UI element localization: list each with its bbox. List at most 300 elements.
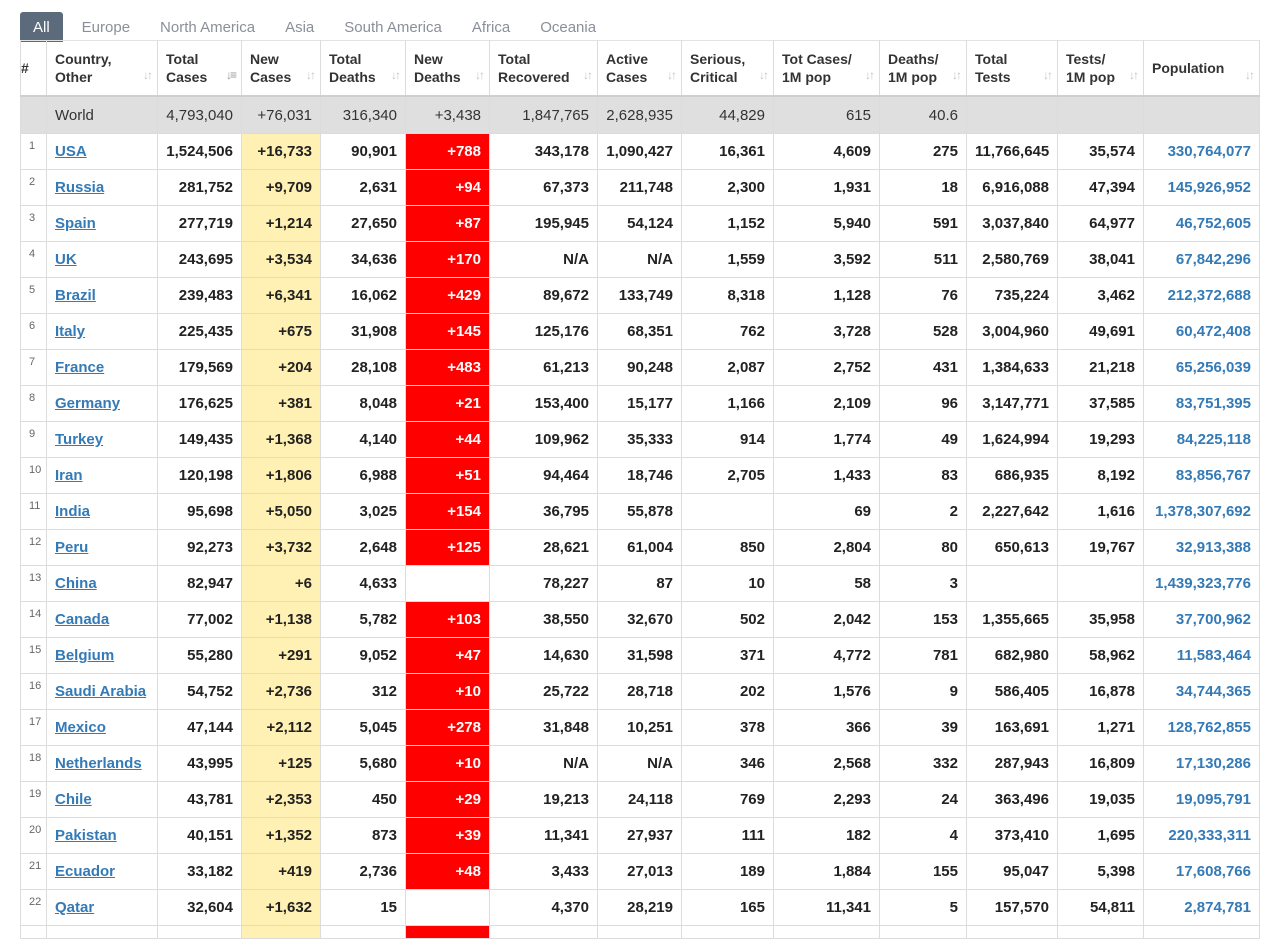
sort-arrows-icon[interactable]: ↓↑ [1129, 68, 1137, 82]
table-row [21, 242, 1260, 278]
total-deaths-cell: 6,988 [321, 458, 406, 494]
population-cell [1144, 314, 1260, 350]
deaths-per-million-cell: 591 [880, 206, 967, 242]
total-cases-cell: 277,719 [158, 206, 242, 242]
tests-per-million-cell: 19,035 [1058, 782, 1144, 818]
sort-arrows-icon[interactable]: ↓↑ [1043, 68, 1051, 82]
country-cell [47, 170, 158, 206]
country-cell [47, 206, 158, 242]
active-cases-cell: 61,004 [598, 530, 682, 566]
population-link[interactable]: 2,874,781 [1184, 899, 1251, 916]
country-cell [47, 674, 158, 710]
table-row [21, 854, 1260, 890]
deaths-per-million-cell: 76 [880, 278, 967, 314]
population-cell [1144, 710, 1260, 746]
header-active-cases[interactable] [598, 41, 682, 97]
population-cell [1144, 134, 1260, 170]
deaths-per-million-cell: 431 [880, 350, 967, 386]
country-cell [47, 314, 158, 350]
header-label: Total [329, 51, 362, 67]
table-row [21, 818, 1260, 854]
new-cases-cell: +76,031 [242, 96, 321, 134]
sort-arrows-icon[interactable]: ↓↑ [865, 68, 873, 82]
population-cell [1144, 674, 1260, 710]
active-cases-cell: 87 [598, 566, 682, 602]
sort-arrows-icon[interactable]: ↓↑ [306, 68, 314, 82]
population-link[interactable]: 60,472,408 [1175, 323, 1251, 340]
total-deaths-cell: 312 [321, 674, 406, 710]
total-recovered-cell: 78,227 [490, 566, 598, 602]
population-link[interactable]: 145,926,952 [1167, 179, 1251, 196]
header-label: Country, [55, 51, 112, 67]
table-row [21, 674, 1260, 710]
header-label: Cases [166, 69, 208, 85]
population-link[interactable]: 128,762,855 [1167, 719, 1251, 736]
total-deaths-cell: 8,048 [321, 386, 406, 422]
deaths-per-million-cell: 3 [880, 566, 967, 602]
serious-critical-cell: 769 [682, 782, 774, 818]
serious-critical-cell: 10 [682, 566, 774, 602]
table-cell [21, 926, 47, 939]
population-link[interactable]: 17,130,286 [1175, 755, 1251, 772]
new-cases-cell: +9,709 [242, 170, 321, 206]
country-link[interactable]: USA [55, 143, 87, 160]
active-cases-cell: 55,878 [598, 494, 682, 530]
total-recovered-cell: 4,370 [490, 890, 598, 926]
total-cases-cell: 33,182 [158, 854, 242, 890]
header-country[interactable] [47, 41, 158, 97]
population-link[interactable]: 212,372,688 [1167, 287, 1251, 304]
cases-per-million-cell: 2,752 [774, 350, 880, 386]
country-link[interactable]: Pakistan [55, 827, 117, 844]
new-cases-cell: +16,733 [242, 134, 321, 170]
tests-per-million-cell: 54,811 [1058, 890, 1144, 926]
cases-per-million-cell: 5,940 [774, 206, 880, 242]
serious-critical-cell: 44,829 [682, 96, 774, 134]
header-label: New [250, 51, 279, 67]
cases-per-million-cell: 4,772 [774, 638, 880, 674]
header-cases-per-million[interactable] [774, 41, 880, 97]
table-row [21, 782, 1260, 818]
cases-per-million-cell: 2,109 [774, 386, 880, 422]
population-cell [1144, 242, 1260, 278]
new-deaths-cell: +170 [406, 242, 490, 278]
total-deaths-cell: 2,736 [321, 854, 406, 890]
table-cell [598, 926, 682, 939]
total-deaths-cell: 5,045 [321, 710, 406, 746]
table-row [21, 278, 1260, 314]
tests-per-million-cell: 47,394 [1058, 170, 1144, 206]
country-link[interactable]: Qatar [55, 899, 95, 916]
header-deaths-per-million[interactable] [880, 41, 967, 97]
total-recovered-cell: 3,433 [490, 854, 598, 890]
new-deaths-cell: +145 [406, 314, 490, 350]
cases-per-million-cell: 1,774 [774, 422, 880, 458]
deaths-per-million-cell: 83 [880, 458, 967, 494]
cases-per-million-cell: 1,128 [774, 278, 880, 314]
new-deaths-cell: +21 [406, 386, 490, 422]
population-link[interactable]: 84,225,118 [1176, 431, 1251, 448]
tab-south-america[interactable]: South America [344, 19, 442, 36]
new-deaths-cell: +278 [406, 710, 490, 746]
total-recovered-cell: 1,847,765 [490, 96, 598, 134]
header-rank-label: # [21, 60, 29, 76]
rank-cell: 10 [21, 458, 47, 494]
tests-per-million-cell: 5,398 [1058, 854, 1144, 890]
deaths-per-million-cell: 49 [880, 422, 967, 458]
header-total-tests[interactable] [967, 41, 1058, 97]
sort-arrows-icon[interactable]: ↓↑ [759, 68, 767, 82]
new-cases-cell: +1,214 [242, 206, 321, 242]
header-label: Active [606, 51, 649, 67]
header-population[interactable] [1144, 41, 1260, 97]
tests-per-million-cell [1058, 96, 1144, 134]
country-link[interactable]: Italy [55, 323, 86, 340]
cases-per-million-cell: 1,884 [774, 854, 880, 890]
country-cell: World [47, 96, 158, 134]
active-cases-cell: 27,937 [598, 818, 682, 854]
country-link[interactable]: China [55, 575, 97, 592]
serious-critical-cell: 165 [682, 890, 774, 926]
population-link[interactable]: 34,744,365 [1175, 683, 1251, 700]
total-deaths-cell: 31,908 [321, 314, 406, 350]
total-deaths-cell: 27,650 [321, 206, 406, 242]
header-serious-critical[interactable] [682, 41, 774, 97]
country-link[interactable]: Turkey [55, 431, 104, 448]
header-new-deaths[interactable] [406, 41, 490, 97]
header-label: 1M pop [1066, 69, 1115, 85]
table-cell [880, 926, 967, 939]
country-link[interactable]: India [55, 503, 91, 520]
total-recovered-cell: 28,621 [490, 530, 598, 566]
new-cases-cell: +675 [242, 314, 321, 350]
country-link[interactable]: Canada [55, 611, 110, 628]
total-deaths-cell: 2,648 [321, 530, 406, 566]
deaths-per-million-cell: 781 [880, 638, 967, 674]
total-cases-cell: 4,793,040 [158, 96, 242, 134]
cases-per-million-cell: 366 [774, 710, 880, 746]
header-label: Tot Cases/ [782, 51, 852, 67]
continent-tabs [20, 12, 611, 42]
country-cell [47, 782, 158, 818]
population-cell [1144, 350, 1260, 386]
total-cases-cell: 239,483 [158, 278, 242, 314]
active-cases-cell: 28,718 [598, 674, 682, 710]
tests-per-million-cell: 8,192 [1058, 458, 1144, 494]
serious-critical-cell: 202 [682, 674, 774, 710]
header-total-recovered[interactable] [490, 41, 598, 97]
rank-cell: 14 [21, 602, 47, 638]
cases-per-million-cell: 4,609 [774, 134, 880, 170]
deaths-per-million-cell: 40.6 [880, 96, 967, 134]
tab-all[interactable]: All [20, 12, 63, 42]
deaths-per-million-cell: 511 [880, 242, 967, 278]
country-link[interactable]: France [55, 359, 105, 376]
total-recovered-cell: 61,213 [490, 350, 598, 386]
deaths-per-million-cell: 9 [880, 674, 967, 710]
total-cases-cell: 40,151 [158, 818, 242, 854]
tests-per-million-cell: 35,574 [1058, 134, 1144, 170]
total-cases-cell: 92,273 [158, 530, 242, 566]
header-total-deaths[interactable] [321, 41, 406, 97]
new-cases-cell: +2,112 [242, 710, 321, 746]
table-row [21, 566, 1260, 602]
new-deaths-cell: +103 [406, 602, 490, 638]
active-cases-cell: 15,177 [598, 386, 682, 422]
country-link[interactable]: Spain [55, 215, 96, 232]
country-link[interactable]: Ecuador [55, 863, 116, 880]
new-cases-cell: +419 [242, 854, 321, 890]
table-row [21, 710, 1260, 746]
cases-per-million-cell: 182 [774, 818, 880, 854]
country-link[interactable]: Mexico [55, 719, 106, 736]
population-link[interactable]: 83,856,767 [1175, 467, 1251, 484]
rank-cell: 13 [21, 566, 47, 602]
population-cell [1144, 854, 1260, 890]
country-cell [47, 818, 158, 854]
sort-arrows-icon[interactable]: ↓↑ [667, 68, 675, 82]
new-cases-cell: +1,368 [242, 422, 321, 458]
total-recovered-cell: 94,464 [490, 458, 598, 494]
tab-africa[interactable]: Africa [471, 19, 511, 36]
country-link[interactable]: Peru [55, 539, 89, 556]
total-cases-cell: 32,604 [158, 890, 242, 926]
header-tests-per-million[interactable] [1058, 41, 1144, 97]
tests-per-million-cell: 49,691 [1058, 314, 1144, 350]
header-label: Deaths [329, 69, 376, 85]
header-label: Total [975, 51, 1008, 67]
population-link[interactable]: 220,333,311 [1168, 827, 1251, 844]
table-cell [774, 926, 880, 939]
total-recovered-cell: 38,550 [490, 602, 598, 638]
tab-north-america[interactable]: North America [160, 19, 256, 36]
header-label: 1M pop [782, 69, 831, 85]
rank-cell: 18 [21, 746, 47, 782]
total-tests-cell: 287,943 [967, 746, 1058, 782]
world-total-row [21, 96, 1260, 134]
country-cell [47, 350, 158, 386]
table-row [21, 206, 1260, 242]
population-link[interactable]: 19,095,791 [1175, 791, 1251, 808]
serious-critical-cell: 1,166 [682, 386, 774, 422]
new-deaths-cell: +44 [406, 422, 490, 458]
total-tests-cell [967, 96, 1058, 134]
population-link[interactable]: 83,751,395 [1175, 395, 1251, 412]
sort-arrows-icon[interactable]: ↓↑ [1245, 68, 1253, 82]
active-cases-cell: N/A [598, 242, 682, 278]
active-cases-cell: 211,748 [598, 170, 682, 206]
new-cases-cell: +381 [242, 386, 321, 422]
new-cases-cell: +1,632 [242, 890, 321, 926]
sort-arrows-icon[interactable]: ↓↑ [952, 68, 960, 82]
new-cases-cell: +6 [242, 566, 321, 602]
tab-europe[interactable]: Europe [81, 19, 131, 36]
population-link[interactable]: 1,378,307,692 [1155, 503, 1251, 520]
new-cases-cell: +2,353 [242, 782, 321, 818]
sort-arrows-icon[interactable]: ↓↑ [583, 68, 591, 82]
population-cell [1144, 818, 1260, 854]
serious-critical-cell: 502 [682, 602, 774, 638]
country-link[interactable]: Netherlands [55, 755, 142, 772]
population-cell [1144, 566, 1260, 602]
tests-per-million-cell: 3,462 [1058, 278, 1144, 314]
header-total-cases[interactable] [158, 41, 242, 97]
tests-per-million-cell: 19,767 [1058, 530, 1144, 566]
table-cell [490, 926, 598, 939]
deaths-per-million-cell: 39 [880, 710, 967, 746]
country-link[interactable]: Belgium [55, 647, 115, 664]
country-link[interactable]: Russia [55, 179, 105, 196]
cases-per-million-cell: 2,042 [774, 602, 880, 638]
total-cases-cell: 43,995 [158, 746, 242, 782]
rank-cell: 3 [21, 206, 47, 242]
table-row [21, 530, 1260, 566]
total-deaths-cell: 3,025 [321, 494, 406, 530]
country-cell [47, 278, 158, 314]
population-link[interactable]: 46,752,605 [1175, 215, 1251, 232]
population-link[interactable]: 32,913,388 [1175, 539, 1251, 556]
total-tests-cell: 686,935 [967, 458, 1058, 494]
sort-desc-icon[interactable]: ↓≡ [225, 68, 235, 82]
tests-per-million-cell [1058, 566, 1144, 602]
table-row [21, 458, 1260, 494]
country-cell [47, 854, 158, 890]
total-cases-cell: 243,695 [158, 242, 242, 278]
population-link[interactable]: 37,700,962 [1175, 611, 1251, 628]
rank-cell: 9 [21, 422, 47, 458]
serious-critical-cell: 371 [682, 638, 774, 674]
tests-per-million-cell: 16,878 [1058, 674, 1144, 710]
header-rank[interactable] [21, 41, 47, 97]
population-cell [1144, 638, 1260, 674]
table-cell [1144, 926, 1260, 939]
total-deaths-cell: 28,108 [321, 350, 406, 386]
country-link[interactable]: UK [55, 251, 77, 268]
new-cases-cell: +2,736 [242, 674, 321, 710]
total-tests-cell: 1,384,633 [967, 350, 1058, 386]
country-link[interactable]: Chile [55, 791, 92, 808]
population-link[interactable]: 1,439,323,776 [1155, 575, 1251, 592]
country-cell [47, 638, 158, 674]
header-label: Tests [975, 69, 1011, 85]
table-row [21, 926, 1260, 939]
serious-critical-cell: 111 [682, 818, 774, 854]
total-recovered-cell: 11,341 [490, 818, 598, 854]
population-link[interactable]: 67,842,296 [1175, 251, 1251, 268]
active-cases-cell: 1,090,427 [598, 134, 682, 170]
active-cases-cell: 18,746 [598, 458, 682, 494]
country-link[interactable]: Saudi Arabia [55, 683, 147, 700]
cases-per-million-cell: 2,568 [774, 746, 880, 782]
header-row [21, 41, 1260, 97]
new-cases-cell: +3,732 [242, 530, 321, 566]
cases-per-million-cell: 69 [774, 494, 880, 530]
country-link[interactable]: Germany [55, 395, 121, 412]
country-cell [47, 386, 158, 422]
sort-arrows-icon[interactable]: ↓↑ [391, 68, 399, 82]
table-cell [967, 926, 1058, 939]
population-link[interactable]: 65,256,039 [1175, 359, 1251, 376]
population-link[interactable]: 17,608,766 [1175, 863, 1251, 880]
tab-asia[interactable]: Asia [285, 19, 315, 36]
rank-cell: 22 [21, 890, 47, 926]
country-cell [47, 422, 158, 458]
deaths-per-million-cell: 275 [880, 134, 967, 170]
population-link[interactable]: 330,764,077 [1167, 143, 1251, 160]
active-cases-cell: 10,251 [598, 710, 682, 746]
table-cell [321, 926, 406, 939]
population-cell [1144, 170, 1260, 206]
new-deaths-cell [406, 890, 490, 926]
table-cell [242, 926, 321, 939]
total-tests-cell: 1,624,994 [967, 422, 1058, 458]
tests-per-million-cell: 38,041 [1058, 242, 1144, 278]
serious-critical-cell: 762 [682, 314, 774, 350]
total-cases-cell: 225,435 [158, 314, 242, 350]
total-tests-cell: 2,227,642 [967, 494, 1058, 530]
country-cell [47, 242, 158, 278]
population-cell [1144, 746, 1260, 782]
serious-critical-cell: 2,300 [682, 170, 774, 206]
total-tests-cell: 1,355,665 [967, 602, 1058, 638]
population-cell [1144, 890, 1260, 926]
header-label: 1M pop [888, 69, 937, 85]
total-cases-cell: 43,781 [158, 782, 242, 818]
serious-critical-cell: 2,087 [682, 350, 774, 386]
header-label: Total [498, 51, 531, 67]
total-recovered-cell: 125,176 [490, 314, 598, 350]
tests-per-million-cell: 19,293 [1058, 422, 1144, 458]
cases-per-million-cell: 1,576 [774, 674, 880, 710]
deaths-per-million-cell: 24 [880, 782, 967, 818]
total-recovered-cell: 67,373 [490, 170, 598, 206]
tab-oceania[interactable]: Oceania [540, 19, 597, 36]
table-row [21, 314, 1260, 350]
country-cell [47, 134, 158, 170]
sort-arrows-icon[interactable]: ↓↑ [143, 68, 151, 82]
population-link[interactable]: 11,583,464 [1176, 647, 1251, 664]
total-tests-cell: 650,613 [967, 530, 1058, 566]
active-cases-cell: 2,628,935 [598, 96, 682, 134]
total-deaths-cell: 4,633 [321, 566, 406, 602]
total-deaths-cell: 4,140 [321, 422, 406, 458]
total-recovered-cell: 153,400 [490, 386, 598, 422]
total-cases-cell: 179,569 [158, 350, 242, 386]
new-deaths-cell: +10 [406, 746, 490, 782]
active-cases-cell: 90,248 [598, 350, 682, 386]
country-cell [47, 530, 158, 566]
population-cell [1144, 458, 1260, 494]
new-deaths-cell: +47 [406, 638, 490, 674]
deaths-per-million-cell: 5 [880, 890, 967, 926]
total-tests-cell: 3,004,960 [967, 314, 1058, 350]
population-cell [1144, 530, 1260, 566]
tests-per-million-cell: 21,218 [1058, 350, 1144, 386]
table-body [21, 96, 1260, 939]
sort-arrows-icon[interactable]: ↓↑ [475, 68, 483, 82]
cases-per-million-cell: 3,728 [774, 314, 880, 350]
serious-critical-cell: 850 [682, 530, 774, 566]
rank-cell: 11 [21, 494, 47, 530]
total-cases-cell: 281,752 [158, 170, 242, 206]
serious-critical-cell: 1,152 [682, 206, 774, 242]
country-link[interactable]: Brazil [55, 287, 96, 304]
country-link[interactable]: Iran [55, 467, 83, 484]
new-cases-cell: +1,138 [242, 602, 321, 638]
cases-per-million-cell: 1,433 [774, 458, 880, 494]
header-new-cases[interactable] [242, 41, 321, 97]
serious-critical-cell: 378 [682, 710, 774, 746]
